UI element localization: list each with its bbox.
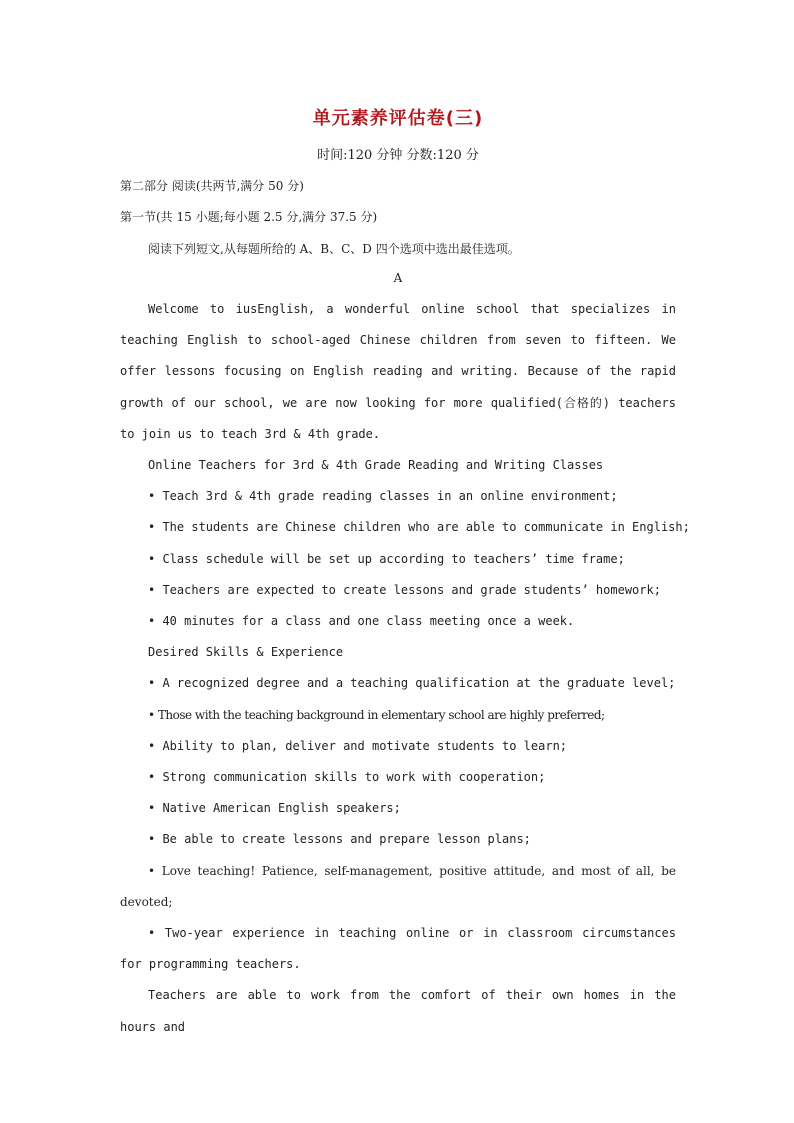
section-subpart-heading: 第一节(共 15 小题;每小题 2.5 分,满分 37.5 分) <box>120 210 378 224</box>
page-title: 单元素养评估卷(三) <box>312 108 484 129</box>
job-heading: Online Teachers for 3rd & 4th Grade Reading and Writing Classes <box>148 458 604 472</box>
list-item: • Native American English speakers; <box>148 801 401 816</box>
list-item: • Love teaching! Patience, self-management, positive attitude, and most of all, be devoted; <box>120 863 676 909</box>
list-item: • Teachers are expected to create lessons and grade students’ homework; <box>148 582 661 597</box>
list-item: • The students are Chinese children who are able to communicate in English; <box>148 520 690 535</box>
list-item: • Class schedule will be set up according to teachers’ time frame; <box>148 551 625 566</box>
list-item: • Be able to create lessons and prepare lesson plans; <box>148 832 531 847</box>
section-part-heading: 第二部分 阅读(共两节,满分 50 分) <box>120 179 304 193</box>
skills-heading: Desired Skills & Experience <box>148 645 344 660</box>
list-item: • 40 minutes for a class and one class meeting once a week. <box>148 614 575 629</box>
passage-label: A <box>393 271 403 285</box>
passage-closing: Teachers are able to work from the comfort of their own homes in the hours and <box>120 988 676 1034</box>
list-item: • Teach 3rd & 4th grade reading classes in an online environment; <box>148 489 618 504</box>
list-item: • Strong communication skills to work with cooperation; <box>148 770 546 785</box>
instruction-text: 阅读下列短文,从每题所给的 A、B、C、D 四个选项中选出最佳选项。 <box>148 242 520 256</box>
list-item: • Ability to plan, deliver and motivate students to learn; <box>148 738 568 753</box>
list-item: • Two-year experience in teaching online or in classroom circumstances for programming teachers. <box>120 926 676 972</box>
list-item: • A recognized degree and a teaching qualification at the graduate level; <box>148 676 676 691</box>
exam-meta: 时间:120 分钟 分数:120 分 <box>317 148 479 163</box>
job-list <box>120 450 690 1043</box>
passage-intro: Welcome to iusEnglish, a wonderful online school that specializes in teaching English to school-aged Chinese children from seven to fifteen. We offer lessons focusing on English reading and writing. Because of the rapid growth of our school, we are now looking for more qualified(合格的) teachers to join us to teach 3rd & 4th grade. <box>120 302 676 441</box>
list-item: • Those with the teaching background in elementary school are highly preferred; <box>148 707 605 722</box>
